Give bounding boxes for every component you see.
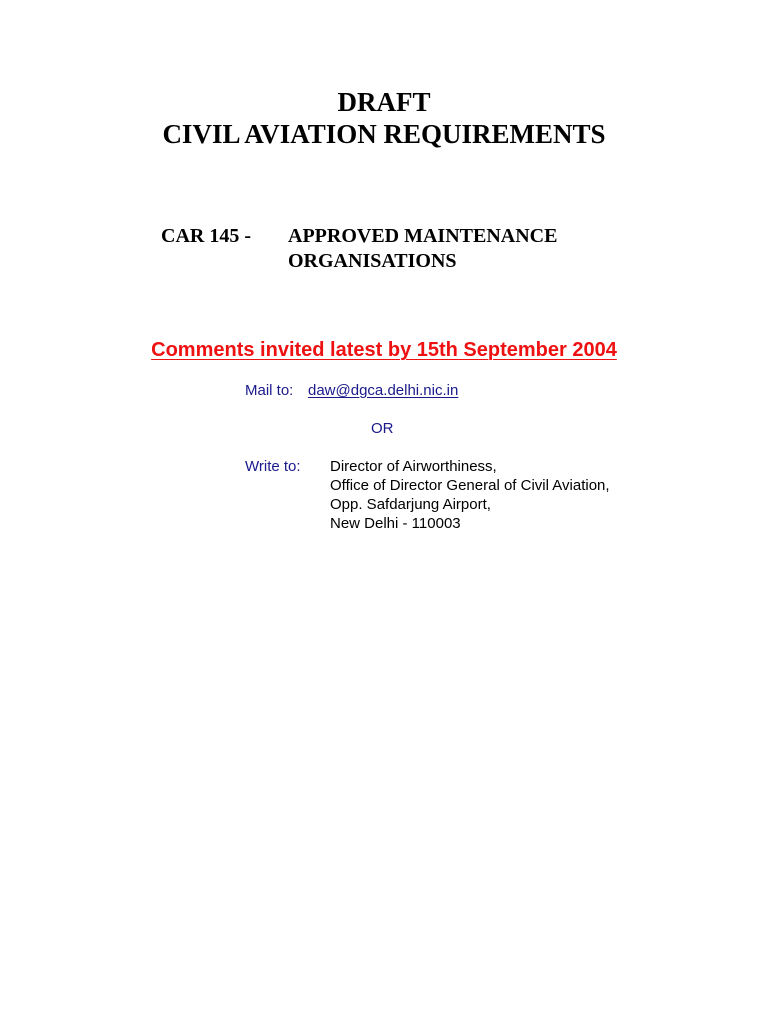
- mail-to-label: Mail to:: [245, 382, 294, 399]
- car-title-line-1: APPROVED MAINTENANCE: [288, 225, 558, 247]
- email-link[interactable]: daw@dgca.delhi.nic.in: [308, 382, 459, 399]
- car-title-line-2: ORGANISATIONS: [288, 250, 457, 272]
- car-title: [288, 224, 608, 274]
- write-to-label: Write to:: [245, 458, 301, 475]
- address-line-3: Opp. Safdarjung Airport,: [330, 496, 491, 513]
- comments-deadline-notice: Comments invited latest by 15th September 2004: [151, 339, 617, 361]
- address-line-2: Office of Director General of Civil Aviation,: [330, 477, 610, 494]
- postal-address: [330, 457, 750, 533]
- address-line-4: New Delhi - 110003: [330, 515, 461, 532]
- car-number: CAR 145 -: [161, 225, 251, 247]
- draft-heading: DRAFT: [337, 87, 431, 117]
- or-separator: OR: [371, 420, 394, 437]
- address-line-1: Director of Airworthiness,: [330, 458, 497, 475]
- document-title: CIVIL AVIATION REQUIREMENTS: [162, 119, 606, 149]
